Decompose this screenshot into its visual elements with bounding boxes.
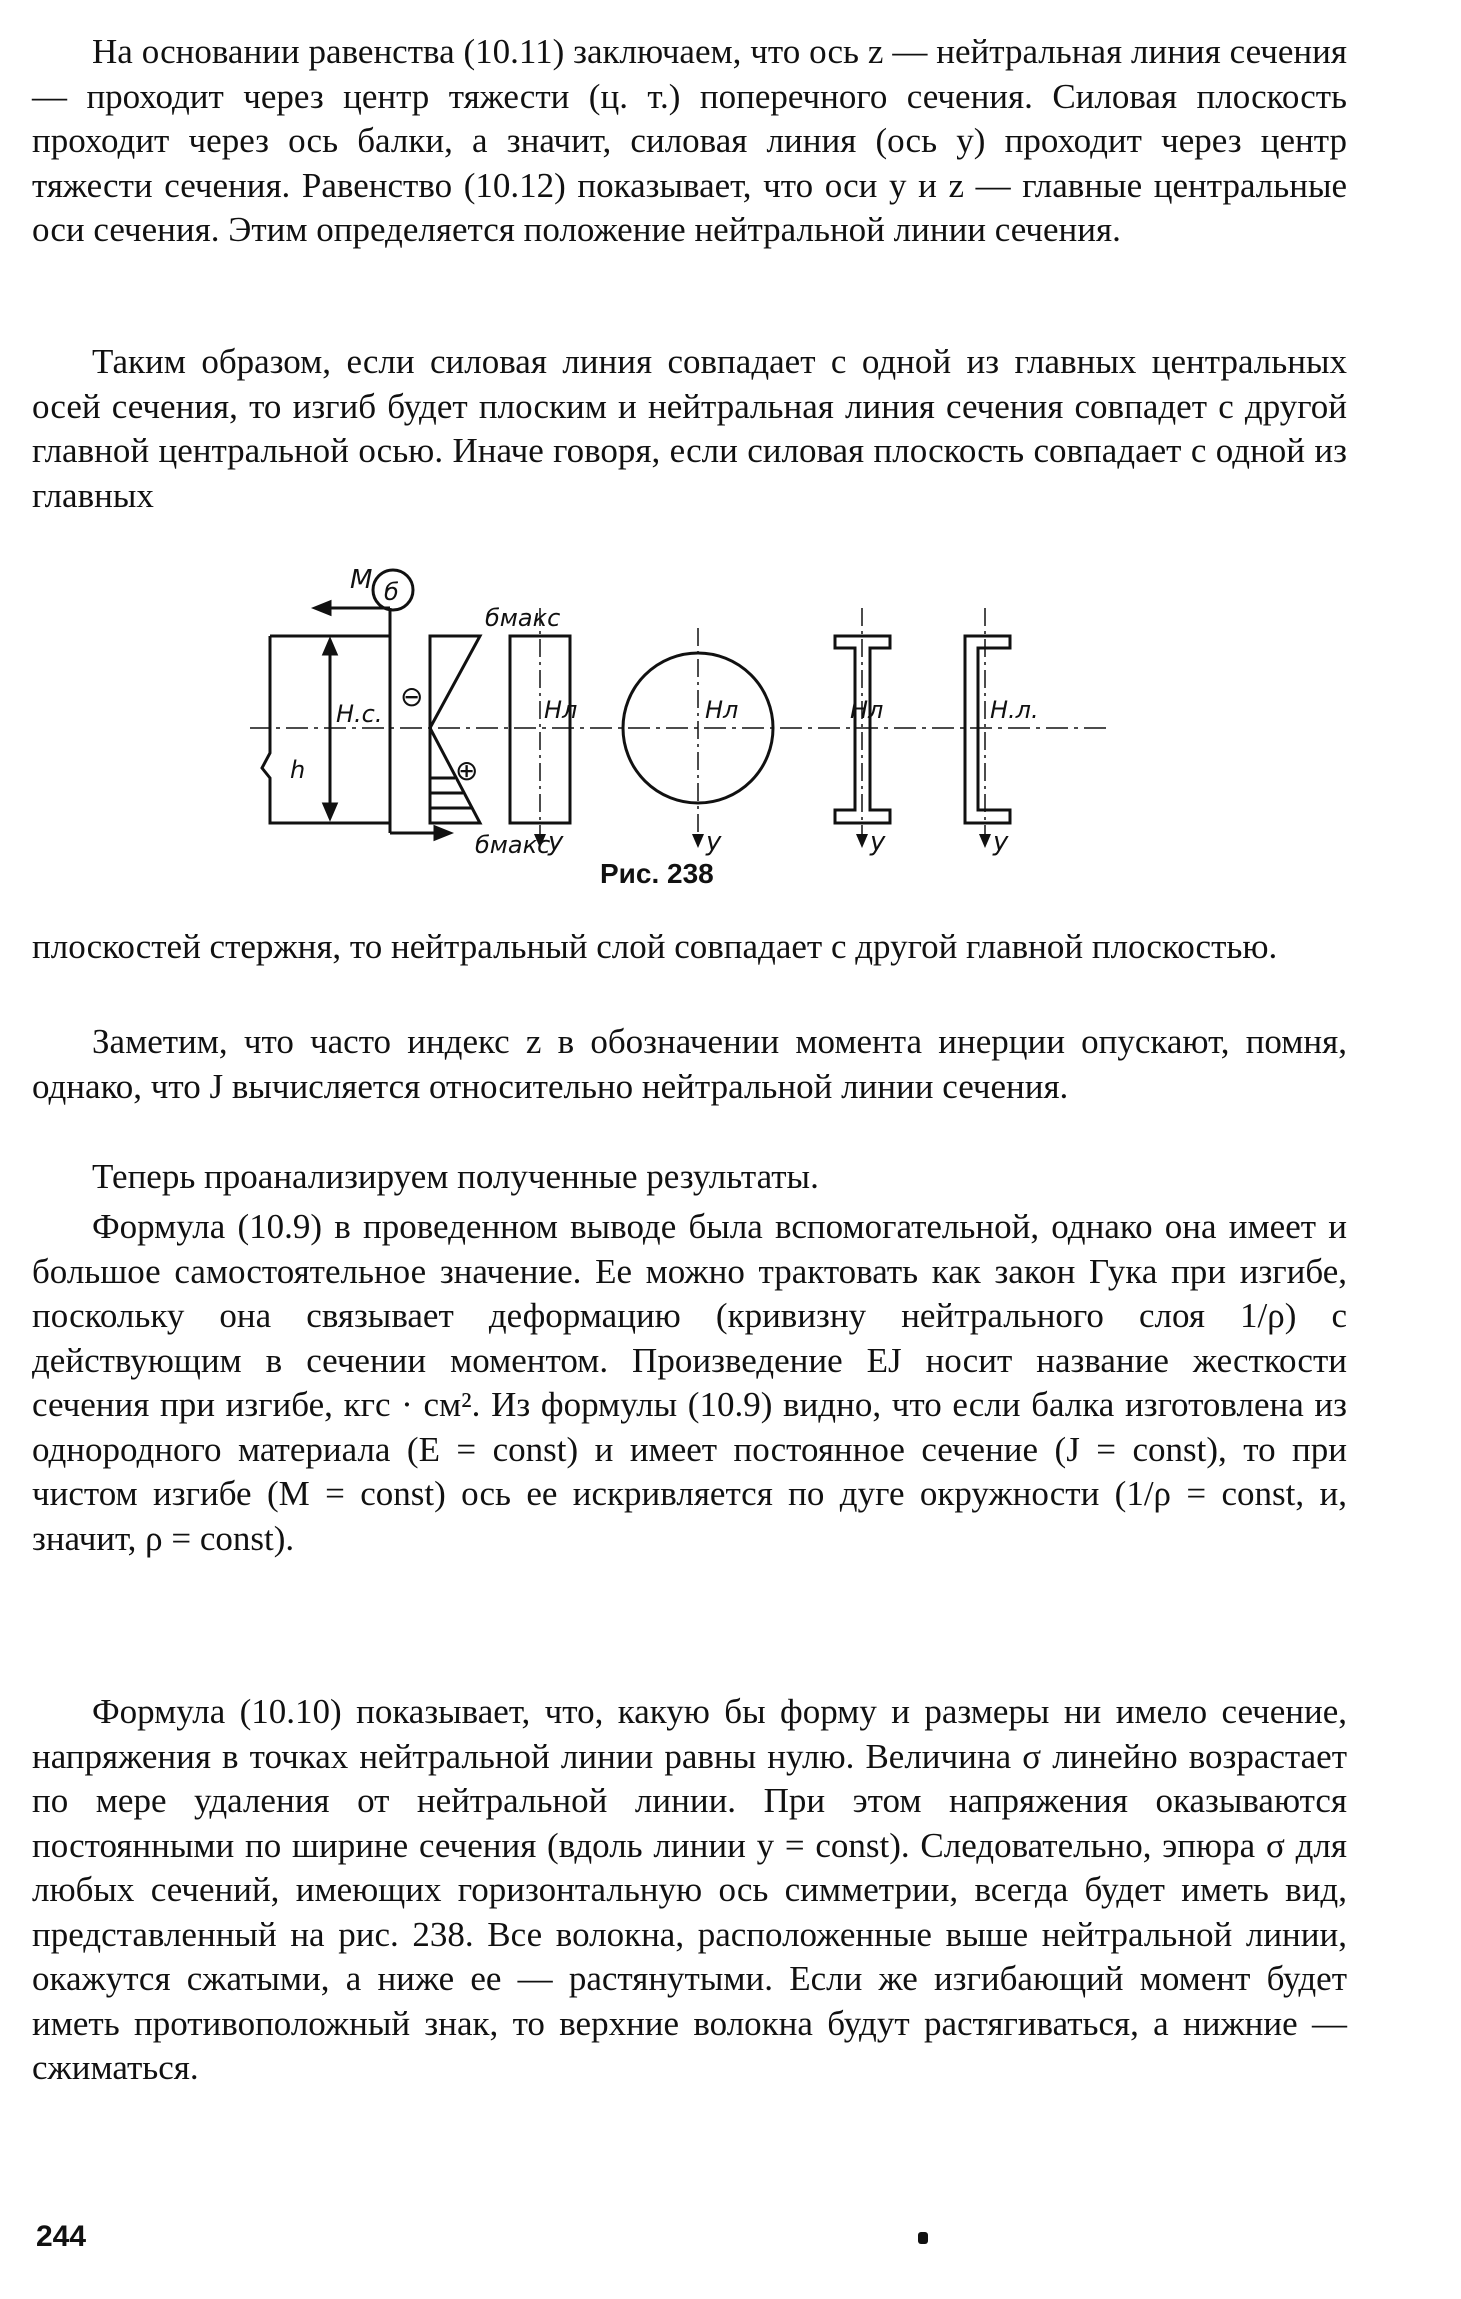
paragraph-7 xyxy=(32,1690,1347,2091)
channel-section xyxy=(965,636,1010,823)
label-y-rect: y xyxy=(548,827,564,857)
paragraph-3 xyxy=(32,925,1347,970)
figure-caption: Рис. 238 xyxy=(600,858,714,889)
label-height: h xyxy=(290,756,306,784)
paragraph-2-text: Таким образом, если силовая линия совпадает с одной из главных центральных осей сечения, то изгиб будет плоским и нейтральная линия сечения совпадет с другой главной центральной осью. Иначе говоря, если силовая плоскость совпадает с одной из главных xyxy=(32,342,1347,515)
footer-mark xyxy=(918,2232,928,2244)
y-arrowhead-circle xyxy=(692,834,704,848)
label-sigma-max-bottom: бмакс xyxy=(475,831,551,858)
y-arrowhead-channel xyxy=(979,834,991,848)
label-minus: ⊖ xyxy=(400,680,424,713)
beam-section-outline xyxy=(262,636,390,823)
label-y-ibeam: y xyxy=(870,827,886,857)
paragraph-7-text: Формула (10.10) показывает, что, какую бы форму и размеры ни имело сечение, напряжения в точках нейтральной линии равны нулю. Величина σ линейно возрастает по мере удаления от нейтральной линии. При этом напряжения оказываются постоянными по ширине сечения (вдоль линии y = const). Следовательно, эпюра σ для любых сечений, имеющих горизонтальную ось симметрии, всегда будет иметь вид, представленный на рис. 238. Все волокна, расположенные выше нейтральной линии, окажутся сжатыми, а ниже ее — растянутыми. Если же изгибающий момент будет иметь противоположный знак, то верхние волокна будут растягиваться, а нижние — сжиматься. xyxy=(32,1692,1347,2087)
label-nl-channel: Н.л. xyxy=(990,696,1039,724)
label-neutral-section: Н.с. xyxy=(336,700,383,728)
paragraph-6-text: Формула (10.9) в проведенном выводе была вспомогательной, однако она имеет и большое самостоятельное значение. Ее можно трактовать как закон Гука при изгибе, поскольку она связывает деформацию (кривизну нейтрального слоя 1/ρ) с действующим в сечении моментом. Произведение EJ носит название жесткости сечения при изгибе, кгс · см². Из формулы (10.9) видно, что если балка изготовлена из однородного материала (E = const) и имеет постоянное сечение (J = const), то при чистом изгибе (M = const) ось ее искривляется по дуге окружности (1/ρ = const, и, значит, ρ = const). xyxy=(32,1207,1347,1558)
label-sigma-max-top: бмакс xyxy=(485,604,561,632)
moment-arrowhead-bottom xyxy=(435,827,450,839)
label-plus: ⊕ xyxy=(455,754,479,787)
label-nl-circle: Нл xyxy=(705,696,739,724)
page-number: 244 xyxy=(36,2220,87,2253)
paragraph-5-text: Теперь проанализируем полученные результаты. xyxy=(92,1157,819,1196)
moment-arrowhead-top xyxy=(315,602,330,614)
label-nl-ibeam: Нл xyxy=(850,696,884,724)
paragraph-6 xyxy=(32,1205,1347,1561)
paragraph-4 xyxy=(32,1020,1347,1109)
paragraph-2 xyxy=(32,340,1347,518)
label-moment: M xyxy=(350,565,373,595)
stress-triangle-top xyxy=(430,636,480,728)
paragraph-4-text: Заметим, что часто индекс z в обозначении момента инерции опускают, помня, однако, что J вычисляется относительно нейтральной линии сечения. xyxy=(32,1022,1347,1106)
label-nl-rect: Нл xyxy=(544,696,578,724)
label-y-channel: y xyxy=(993,827,1009,857)
figure-drawing xyxy=(250,548,1150,858)
y-arrowhead-ibeam xyxy=(856,834,868,848)
paragraph-1 xyxy=(32,30,1347,253)
label-diagram-tag: б xyxy=(384,578,399,606)
paragraph-1-text: На основании равенства (10.11) заключаем, что ось z — нейтральная линия сечения — проходит через центр тяжести (ц. т.) поперечного сечения. Силовая плоскость проходит через ось балки, а значит, силовая линия (ось y) проходит через центр тяжести сечения. Равенство (10.12) показывает, что оси y и z — главные центральные оси сечения. Этим определяется положение нейтральной линии сечения. xyxy=(32,32,1347,249)
paragraph-3-text: плоскостей стержня, то нейтральный слой совпадает с другой главной плоскостью. xyxy=(32,927,1278,966)
paragraph-5 xyxy=(32,1155,1347,1200)
label-y-circle: y xyxy=(706,827,722,857)
